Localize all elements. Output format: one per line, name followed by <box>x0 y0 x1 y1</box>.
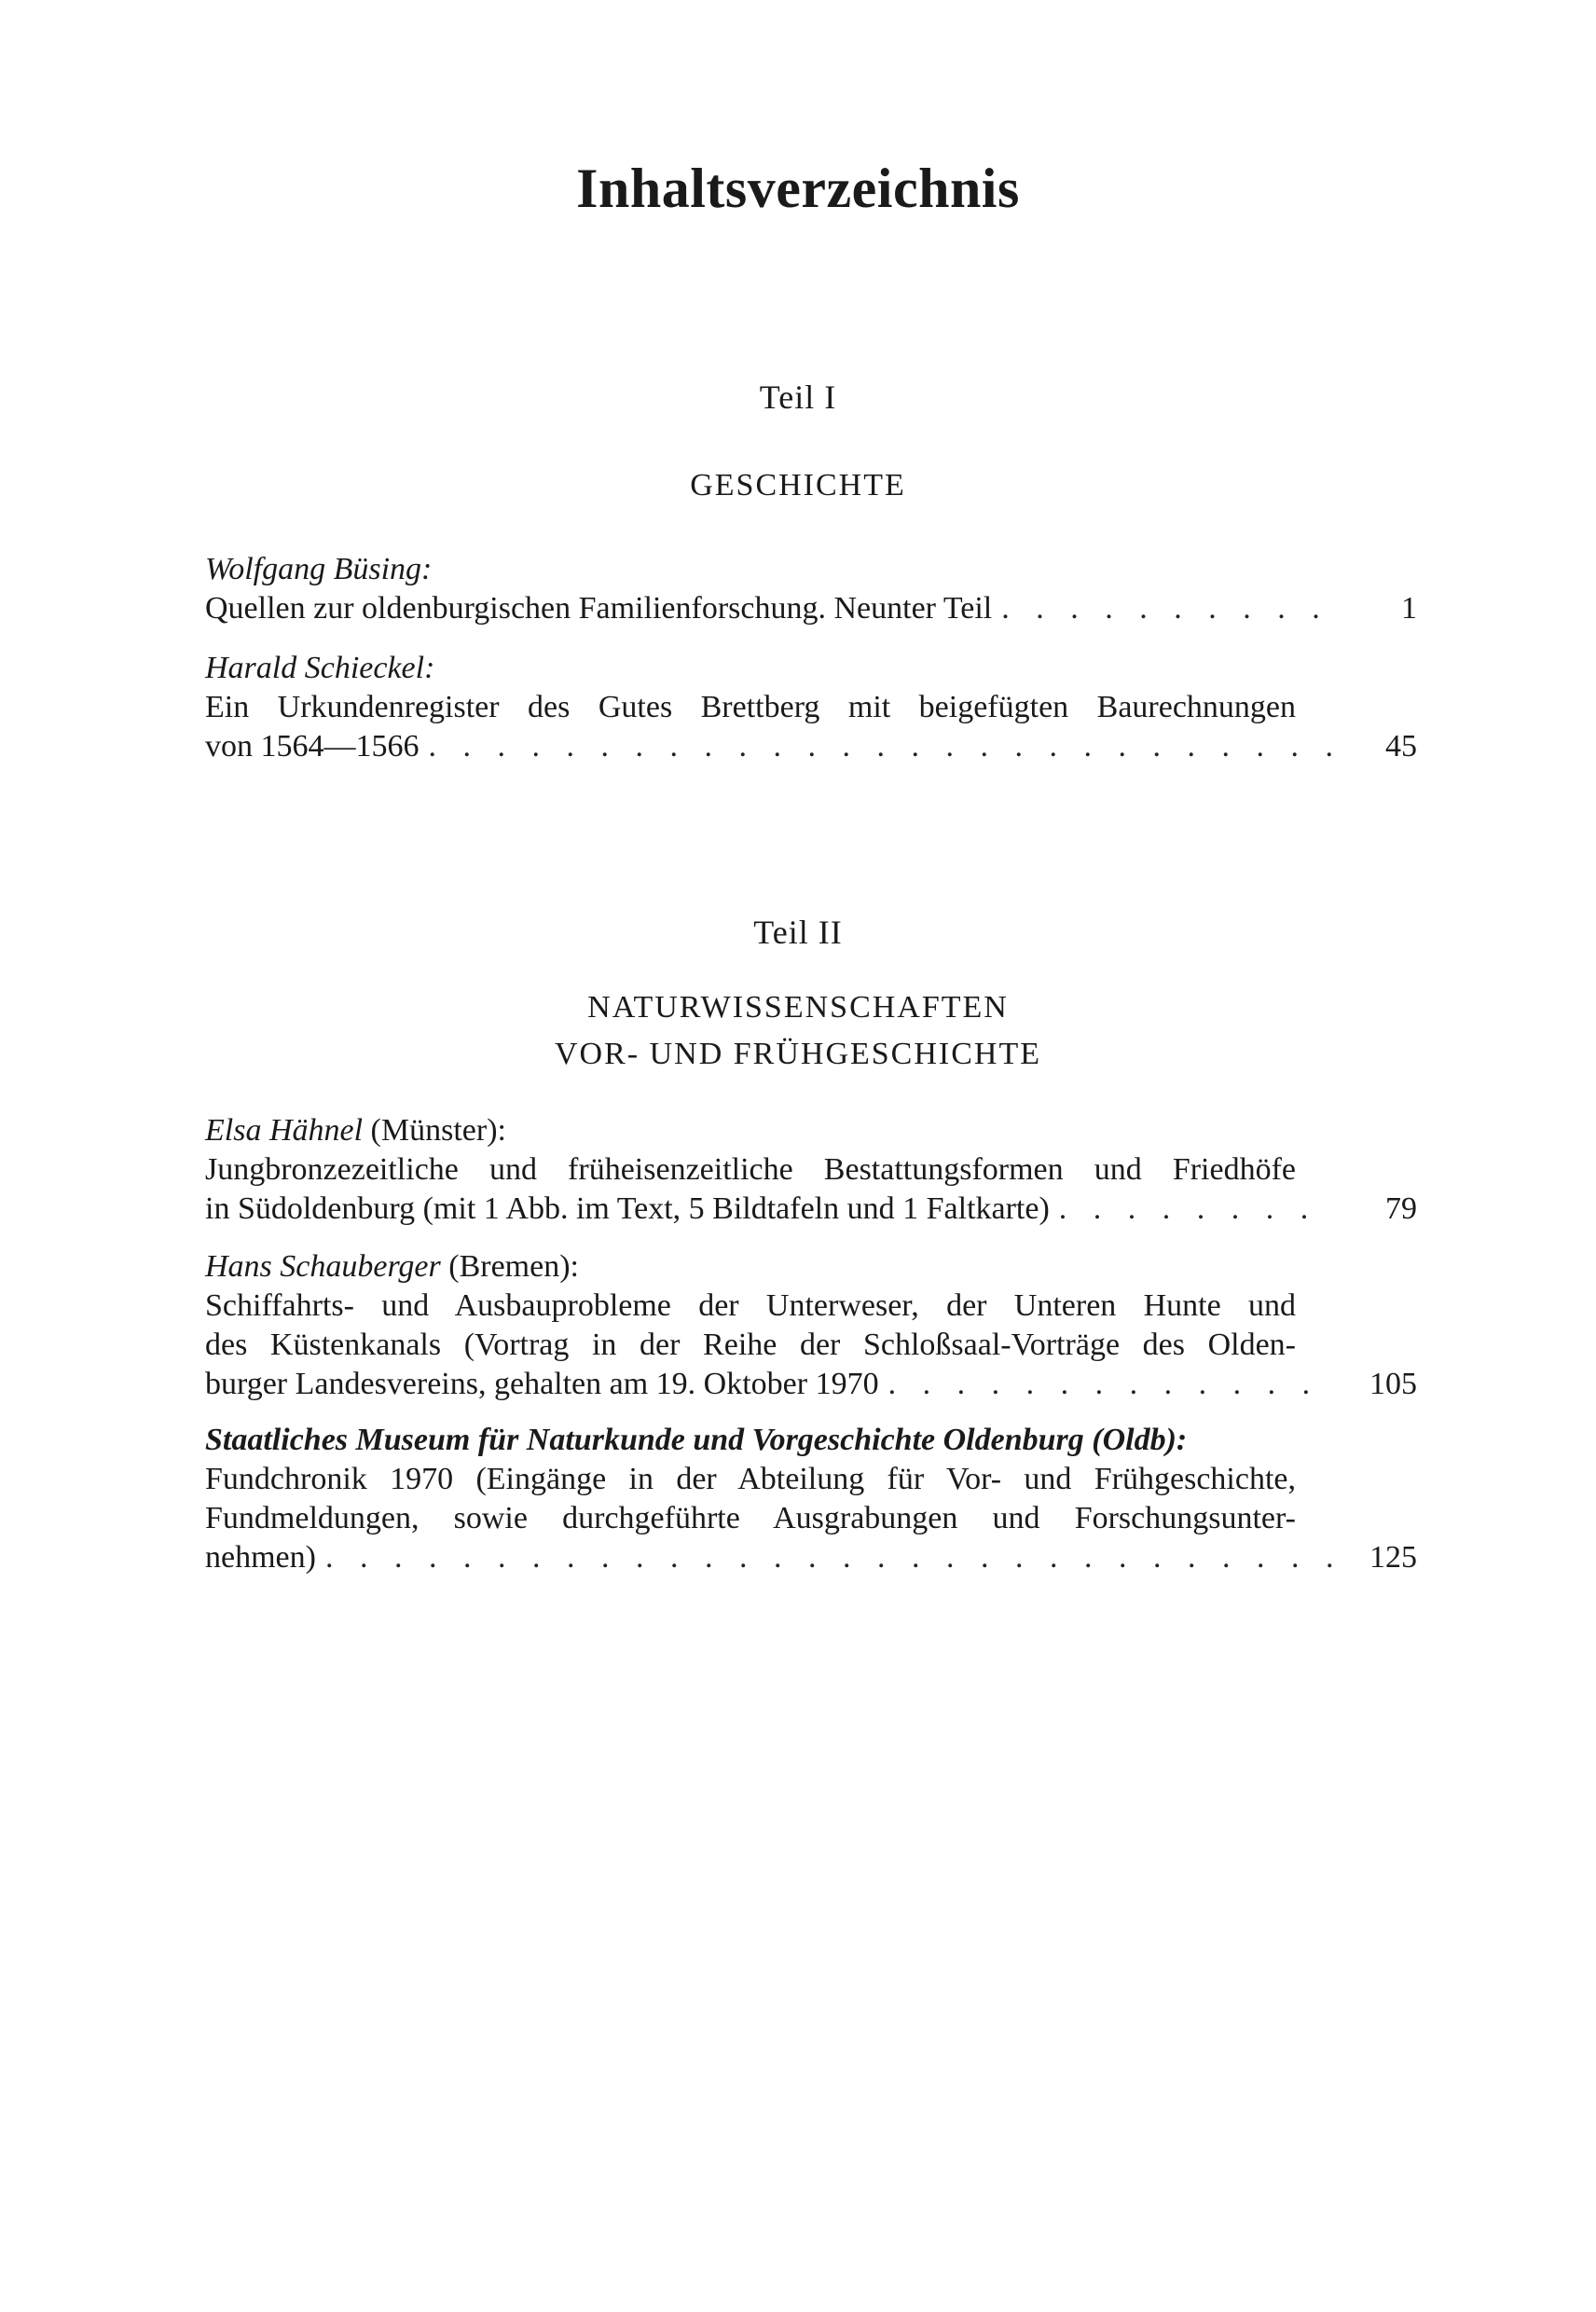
leader-dots <box>429 727 1336 766</box>
entry-author-location: (Bremen): <box>440 1249 579 1284</box>
page-number: 105 <box>1369 1367 1417 1401</box>
leader-dots <box>888 1365 1335 1404</box>
entry-author: Wolfgang Büsing: <box>205 552 433 586</box>
entry-title-line: Schiffahrts- und Ausbauprobleme der Unterweser, der Unteren Hunte und <box>205 1288 1296 1323</box>
page-number: 1 <box>1401 591 1417 626</box>
entry-last-line <box>205 1538 1417 1577</box>
part-1-heading: GESCHICHTE <box>690 468 906 502</box>
entry-last-line <box>205 1190 1417 1229</box>
entry-title-line: Jungbronzezeitliche und früheisenzeitliche Bestattungsformen und Friedhöfe <box>205 1152 1296 1187</box>
leader-dots <box>1001 589 1335 628</box>
page-number: 125 <box>1369 1540 1417 1575</box>
toc-entry <box>205 550 1417 628</box>
part-1-label: Teil I <box>759 378 837 416</box>
entry-title-line: Fundchronik 1970 (Eingänge in der Abteilung für Vor- und Frühgeschichte, <box>205 1462 1296 1496</box>
leader-dots <box>1059 1190 1335 1229</box>
part-2-label: Teil II <box>753 914 843 951</box>
entry-author: Harald Schieckel: <box>205 651 435 685</box>
entry-last-line <box>205 1365 1417 1404</box>
leader-dots <box>325 1538 1335 1577</box>
entry-title: nehmen) <box>205 1540 316 1575</box>
entry-title: Quellen zur oldenburgischen Familienforschung. Neunter Teil <box>205 591 993 626</box>
entry-author: Staatliches Museum für Naturkunde und Vorgeschichte Oldenburg (Oldb): <box>205 1423 1188 1457</box>
toc-entry <box>205 1247 1417 1404</box>
page-title: Inhaltsverzeichnis <box>576 158 1020 219</box>
entry-author: Elsa Hähnel <box>205 1113 364 1148</box>
toc-entry <box>205 1421 1417 1577</box>
entry-author-line <box>205 1247 1296 1287</box>
entry-author-location: (Münster): <box>363 1113 506 1148</box>
entry-title-line: des Küstenkanals (Vortrag in der Reihe der Schloßsaal-Vorträge des Olden- <box>205 1328 1296 1362</box>
entry-title-line: Ein Urkundenregister des Gutes Brettberg mit beigefügten Baurechnungen <box>205 690 1296 724</box>
toc-entry <box>205 1111 1417 1229</box>
part-2-heading-line-1: NATURWISSENSCHAFTEN <box>587 990 1009 1025</box>
page-number: 79 <box>1385 1191 1417 1226</box>
entry-author-line <box>205 1111 1296 1150</box>
part-2-heading-line-2: VOR- UND FRÜHGESCHICHTE <box>554 1037 1042 1071</box>
entry-title: burger Landesvereins, gehalten am 19. Oktober 1970 <box>205 1367 879 1401</box>
page-number: 45 <box>1385 729 1417 764</box>
toc-entry <box>205 649 1417 766</box>
entry-title-line: Fundmeldungen, sowie durchgeführte Ausgrabungen und Forschungsunter- <box>205 1501 1296 1535</box>
entry-author: Hans Schauberger <box>205 1249 441 1284</box>
entry-title: in Südoldenburg (mit 1 Abb. im Text, 5 Bildtafeln und 1 Faltkarte) <box>205 1191 1050 1226</box>
entry-last-line <box>205 589 1417 628</box>
entry-last-line <box>205 727 1417 766</box>
entry-title: von 1564—1566 <box>205 729 420 764</box>
